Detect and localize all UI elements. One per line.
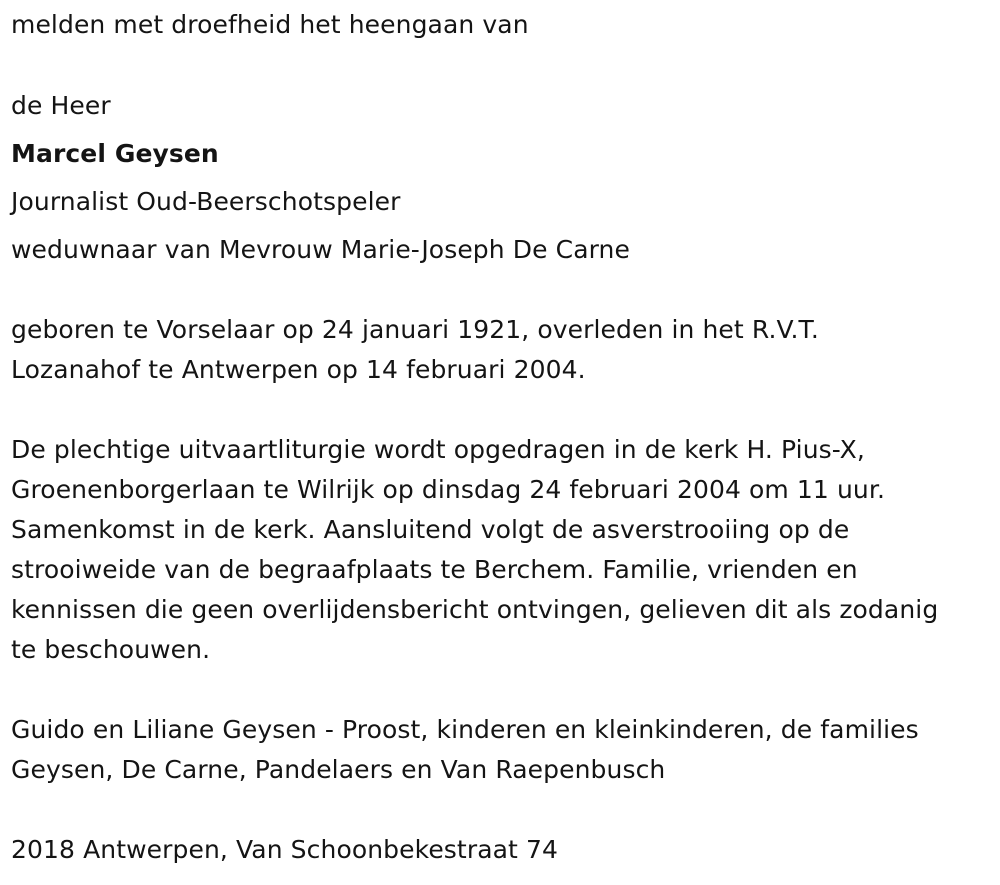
funeral-line-2: Groenenborgerlaan te Wilrijk op dinsdag 24 februari 2004 om 11 uur. <box>11 475 886 504</box>
birth-death-line-1: geboren te Vorselaar op 24 januari 1921, overleden in het R.V.T. <box>11 315 819 344</box>
birth-death-line-2: Lozanahof te Antwerpen op 14 februari 2004. <box>11 355 586 384</box>
funeral-line-1: De plechtige uitvaartliturgie wordt opgedragen in de kerk H. Pius-X, <box>11 435 865 464</box>
intro-line: melden met droefheid het heengaan van <box>11 10 529 39</box>
occupation: Journalist Oud-Beerschotspeler <box>11 187 401 216</box>
deceased-name: Marcel Geysen <box>11 139 219 168</box>
funeral-line-4: strooiweide van de begraafplaats te Berchem. Familie, vrienden en <box>11 555 858 584</box>
family-line-2: Geysen, De Carne, Pandelaers en Van Raepenbusch <box>11 755 666 784</box>
address-line: 2018 Antwerpen, Van Schoonbekestraat 74 <box>11 835 559 864</box>
widower-line: weduwnaar van Mevrouw Marie-Joseph De Carne <box>11 235 630 264</box>
funeral-line-3: Samenkomst in de kerk. Aansluitend volgt de asverstrooiing op de <box>11 515 850 544</box>
family-line-1: Guido en Liliane Geysen - Proost, kinderen en kleinkinderen, de families <box>11 715 919 744</box>
salutation: de Heer <box>11 91 111 120</box>
funeral-line-6: te beschouwen. <box>11 635 211 664</box>
funeral-line-5: kennissen die geen overlijdensbericht ontvingen, gelieven dit als zodanig <box>11 595 939 624</box>
